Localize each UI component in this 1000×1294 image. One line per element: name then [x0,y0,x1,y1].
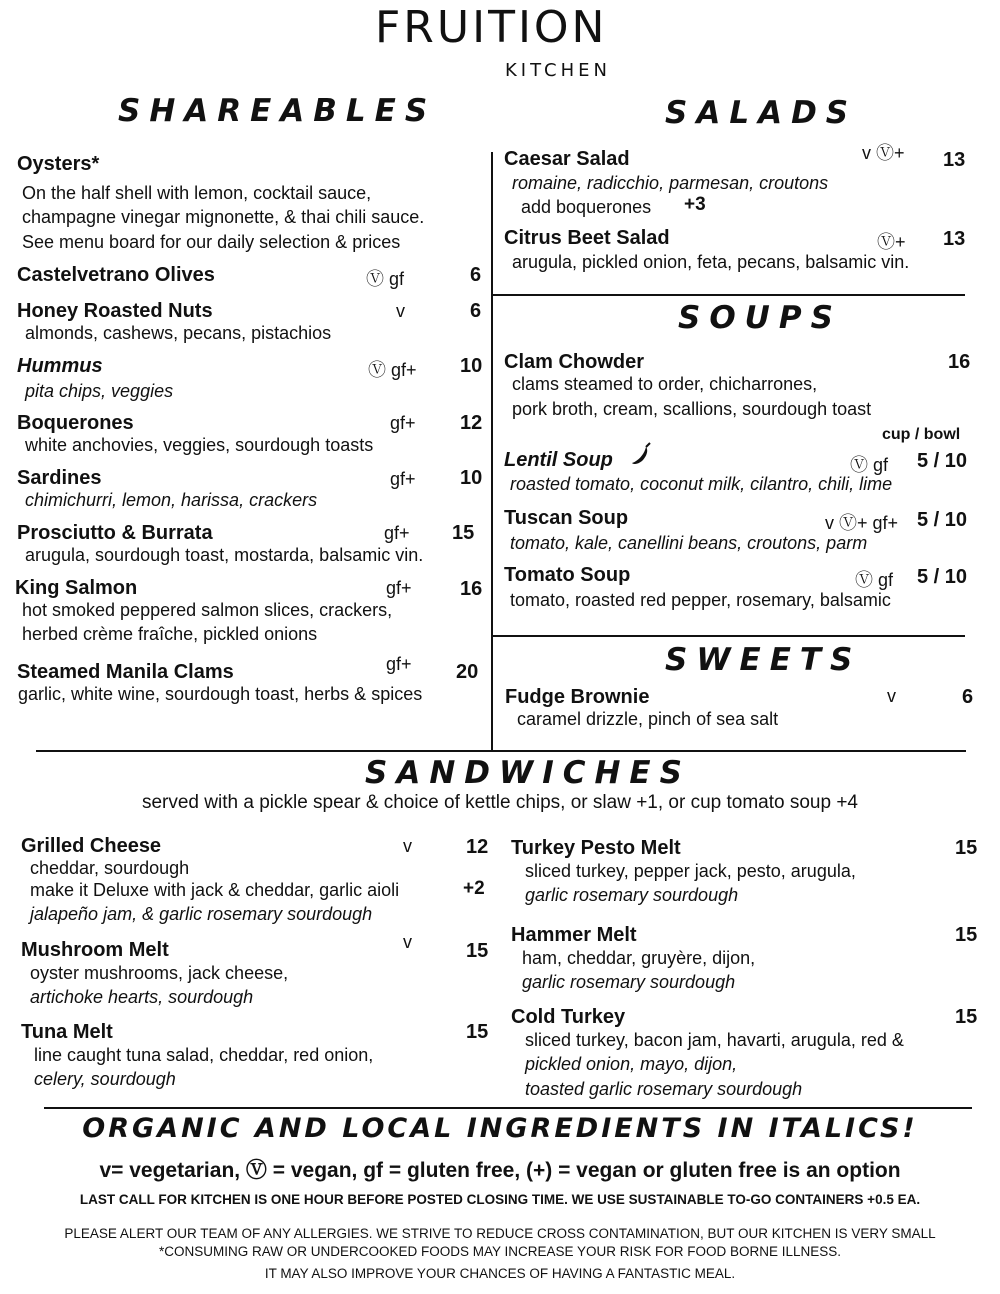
diet-tag: gf+ [386,578,412,598]
item-price: 15 [452,522,475,544]
item-name: Boquerones [17,412,134,434]
item-name: Sardines [17,467,102,489]
allergy-notice: PLEASE ALERT OUR TEAM OF ANY ALLERGIES. WE STRIVE TO REDUCE CROSS CONTAMINATION, BUT OUR KITCHEN IS VERY SMALL [64,1226,936,1241]
item-price: 5 / 10 [917,566,968,588]
raw-food-notice: *CONSUMING RAW OR UNDERCOOKED FOODS MAY INCREASE YOUR RISK FOR FOOD BORNE ILLNESS. [158,1244,842,1259]
item-desc: celery, sourdough [34,1069,176,1089]
item-desc: line caught tuna salad, cheddar, red onion, [34,1045,374,1065]
addon-price: +3 [684,194,706,215]
item-price: 15 [466,1021,489,1043]
diet-tag: v [403,932,412,952]
diet-tag: Ⓥ+ [877,232,906,252]
item-name: Turkey Pesto Melt [511,837,681,859]
section-salads: SALADS [665,95,858,131]
item-desc: toasted garlic rosemary sourdough [525,1079,803,1099]
item-price: 6 [962,686,974,708]
diet-tag: gf+ [390,469,416,489]
item-price: 15 [466,940,489,962]
fantastic-meal-notice: IT MAY ALSO IMPROVE YOUR CHANCES OF HAVING A FANTASTIC MEAL. [264,1266,736,1281]
item-name: Tuna Melt [21,1021,113,1043]
item-desc: chimichurri, lemon, harissa, crackers [25,490,318,510]
diet-tag: gf+ [390,413,416,433]
item-desc: See menu board for our daily selection & prices [22,232,401,252]
diet-tag: v [887,686,896,706]
item-desc: arugula, sourdough toast, mostarda, balsamic vin. [25,545,424,565]
diet-tag: Ⓥ gf [850,455,889,475]
item-desc: ham, cheddar, gruyère, dijon, [522,948,756,968]
section-soups: SOUPS [678,300,842,336]
item-price: 10 [460,355,483,377]
item-price: 16 [460,578,483,600]
item-name: Tomato Soup [504,564,631,586]
item-price: 10 [460,467,483,489]
divider-salads-soups [493,294,965,296]
item-desc: herbed crème fraîche, pickled onions [22,624,318,644]
item-price: 5 / 10 [917,450,968,472]
item-desc: garlic rosemary sourdough [525,885,739,905]
size-label: cup / bowl [882,426,961,443]
item-name: Honey Roasted Nuts [17,300,213,322]
divider-footer [44,1107,972,1109]
item-desc: tomato, roasted red pepper, rosemary, balsamic [510,590,891,610]
diet-tag: gf+ [386,654,412,674]
diet-tag: Ⓥ gf [855,570,894,590]
section-sandwiches: SANDWICHES [365,755,691,791]
item-desc: arugula, pickled onion, feta, pecans, balsamic vin. [512,252,910,272]
item-price: 20 [456,661,479,683]
item-name: Citrus Beet Salad [504,227,670,249]
item-desc: romaine, radicchio, parmesan, croutons [512,173,829,193]
item-price: 15 [955,837,978,859]
item-desc: champagne vinegar mignonette, & thai chili sauce. [22,207,425,227]
item-price: 13 [943,228,966,250]
diet-tag: v Ⓥ+ [862,143,905,163]
item-desc: clams steamed to order, chicharrones, [512,374,818,394]
item-name: King Salmon [15,577,138,599]
deluxe-price: +2 [463,878,485,899]
item-desc: roasted tomato, coconut milk, cilantro, chili, lime [510,474,893,494]
item-name: Steamed Manila Clams [17,661,234,683]
item-desc: almonds, cashews, pecans, pistachios [25,323,332,343]
divider-sandwiches [36,750,966,752]
item-desc: garlic, white wine, sourdough toast, herbs & spices [18,684,423,704]
last-call-notice: LAST CALL FOR KITCHEN IS ONE HOUR BEFORE POSTED CLOSING TIME. WE USE SUSTAINABLE TO-GO CONTAINERS +0.5 EA. [79,1192,921,1207]
diet-tag: v Ⓥ+ gf+ [825,513,899,533]
item-name: Caesar Salad [504,148,630,170]
item-desc: garlic rosemary sourdough [522,972,736,992]
item-desc: pork broth, cream, scallions, sourdough toast [512,399,872,419]
item-desc: hot smoked peppered salmon slices, crackers, [22,600,393,620]
item-name: Mushroom Melt [21,939,169,961]
addon-text: add boquerones [521,197,652,217]
diet-tag: v [403,836,412,856]
brand-logo: FRUITION [375,2,608,53]
item-price: 6 [470,300,482,322]
item-name: Hammer Melt [511,924,637,946]
item-price: 12 [460,412,483,434]
item-price: 13 [943,149,966,171]
item-name: Tuscan Soup [504,507,629,529]
item-name: Clam Chowder [504,351,645,373]
item-name: Lentil Soup [504,449,613,471]
item-name: Oysters* [17,153,100,175]
item-desc: oyster mushrooms, jack cheese, [30,963,289,983]
item-price: 12 [466,836,489,858]
item-desc: On the half shell with lemon, cocktail sauce, [22,183,372,203]
item-desc: white anchovies, veggies, sourdough toasts [25,435,374,455]
item-name: Castelvetrano Olives [17,264,215,286]
diet-tag: Ⓥ gf [366,269,405,289]
item-desc: sliced turkey, pepper jack, pesto, arugula, [525,861,856,881]
diet-tag: v [396,301,405,321]
footer-headline: ORGANIC AND LOCAL INGREDIENTS IN ITALICS! [82,1113,918,1144]
item-price: 5 / 10 [917,509,968,531]
item-desc: artichoke hearts, sourdough [30,987,254,1007]
section-shareables: SHAREABLES [118,93,437,129]
brand-sub: KITCHEN [505,60,611,81]
item-name: Hummus [17,355,103,377]
chili-pepper-icon [628,441,654,467]
item-name: Grilled Cheese [21,835,162,857]
item-desc: tomato, kale, canellini beans, croutons, parm [510,533,868,553]
section-sweets: SWEETS [665,642,862,678]
item-desc: sliced turkey, bacon jam, havarti, arugula, red & [525,1030,904,1050]
item-price: 16 [948,351,971,373]
diet-tag: gf+ [384,523,410,543]
item-price: 6 [470,264,482,286]
item-desc: cheddar, sourdough [30,858,190,878]
item-desc: make it Deluxe with jack & cheddar, garlic aioli [30,880,400,900]
sandwiches-intro: served with a pickle spear & choice of kettle chips, or slaw +1, or cup tomato soup +4 [141,792,859,813]
item-desc: jalapeño jam, & garlic rosemary sourdough [30,904,373,924]
item-desc: caramel drizzle, pinch of sea salt [517,709,779,729]
column-divider [491,152,493,750]
item-name: Fudge Brownie [505,686,650,708]
item-name: Prosciutto & Burrata [17,522,213,544]
item-name: Cold Turkey [511,1006,626,1028]
item-desc: pita chips, veggies [25,381,174,401]
item-price: 15 [955,924,978,946]
item-desc: pickled onion, mayo, dijon, [525,1054,738,1074]
divider-soups-sweets [493,635,965,637]
diet-legend: v= vegetarian, Ⓥ = vegan, gf = gluten free, (+) = vegan or gluten free is an option [99,1159,901,1182]
diet-tag: Ⓥ gf+ [368,360,417,380]
item-price: 15 [955,1006,978,1028]
